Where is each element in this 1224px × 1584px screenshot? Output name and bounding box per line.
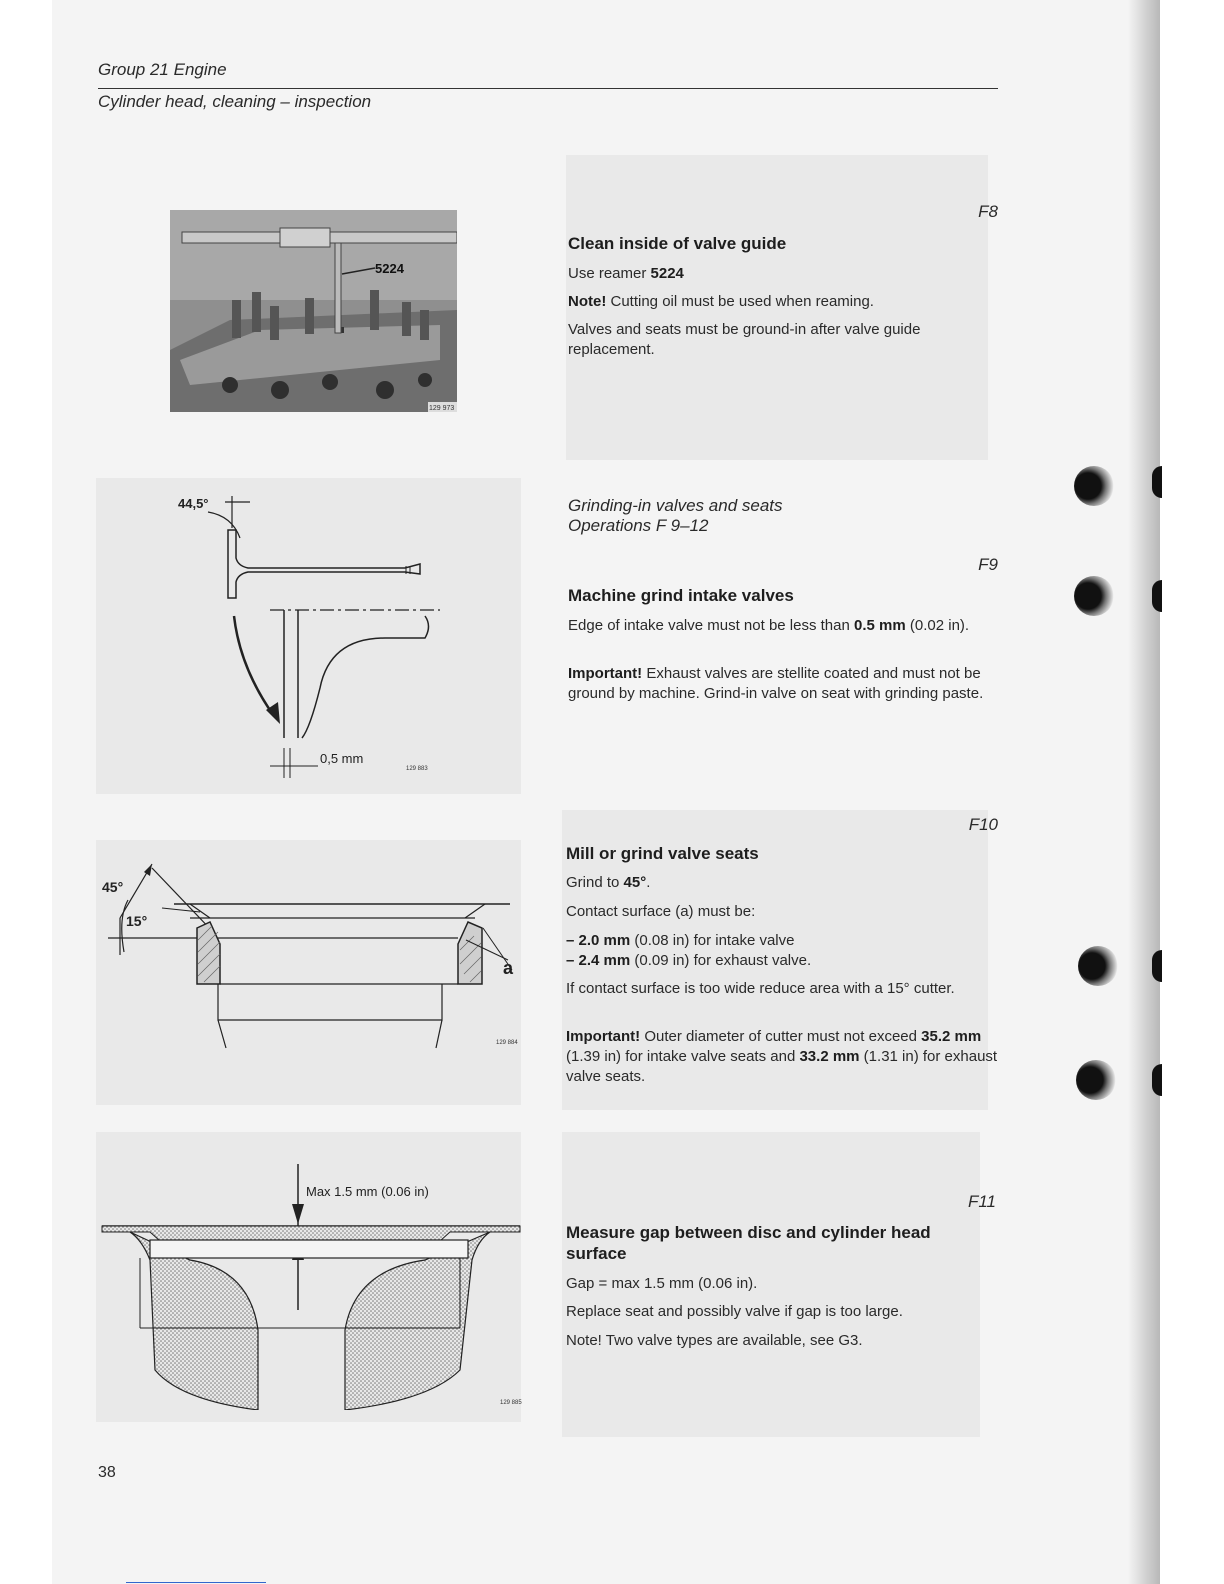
f10-intake-spec: – 2.0 mm (0.08 in) for intake valve [566, 932, 795, 949]
figure-ref: 129 973 [429, 405, 455, 412]
contact-surface-label: a [503, 958, 514, 978]
binder-ring [1152, 466, 1162, 498]
f11-note-line: Note! Two valve types are available, see G3. [566, 1332, 863, 1349]
page-number: 38 [98, 1464, 116, 1481]
f9-paragraph-1: Edge of intake valve must not be less than 0.5 mm (0.02 in). [568, 617, 970, 634]
max-gap-label: Max 1.5 mm (0.06 in) [306, 1184, 429, 1199]
gap-measurement-diagram [100, 1160, 530, 1410]
punch-hole [1074, 576, 1114, 616]
f8-note: Note! Cutting oil must be used when reaming. [568, 293, 874, 310]
section-header: Cylinder head, cleaning – inspection [98, 92, 372, 111]
figure-ref: 129 884 [496, 1040, 518, 1046]
f10-exhaust-spec: – 2.4 mm (0.09 in) for exhaust valve. [566, 952, 812, 969]
operation-tag-f11: F11 [967, 1192, 996, 1211]
f8-title: Clean inside of valve guide [568, 234, 787, 253]
valve-edge-diagram [170, 488, 450, 788]
f10-important: Important! Outer diameter of cutter must not exceed 35.2 mm (1.39 in) for intake valve seats and 33.2 mm (1.31 in) for exhaust valve seats. [566, 1028, 998, 1085]
figure-ref: 129 883 [406, 766, 428, 772]
tool-number-label: 5224 [375, 261, 404, 276]
punch-hole [1078, 946, 1118, 986]
f11-title: Measure gap between disc and cylinder head surface [566, 1223, 931, 1263]
f10-grind-line: Grind to 45°. [566, 874, 651, 891]
binder-ring [1152, 950, 1162, 982]
punch-hole [1074, 466, 1114, 506]
binder-ring [1152, 1064, 1162, 1096]
angle-45-label: 45° [102, 879, 124, 895]
group-header: Group 21 Engine [98, 60, 227, 79]
page-margin [1160, 0, 1224, 1584]
header-rule [98, 88, 998, 89]
f8-paragraph: Valves and seats must be ground-in after valve guide replacement. [568, 321, 921, 358]
punch-hole [1076, 1060, 1116, 1100]
bottom-link-underline [126, 1582, 266, 1583]
f11-gap-line: Gap = max 1.5 mm (0.06 in). [566, 1275, 758, 1292]
binder-ring [1152, 580, 1162, 612]
grinding-heading-line1: Grinding-in valves and seats [568, 496, 783, 515]
f10-title: Mill or grind valve seats [566, 844, 759, 863]
f10-contact-line: Contact surface (a) must be: [566, 903, 756, 920]
f9-important: Important! Exhaust valves are stellite coated and must not be ground by machine. Grind-in valve on seat with grinding paste. [568, 665, 984, 702]
valve-seat-angle-diagram [100, 860, 525, 1060]
edge-dimension-label: 0,5 mm [320, 751, 364, 766]
f11-replace-line: Replace seat and possibly valve if gap is too large. [566, 1303, 903, 1320]
angle-15-label: 15° [126, 913, 148, 929]
figure-ref: 129 885 [500, 1400, 522, 1406]
grinding-heading-line2: Operations F 9–12 [568, 516, 709, 535]
reamer-photo [170, 210, 457, 412]
f10-reduce-line: If contact surface is too wide reduce area with a 15° cutter. [566, 980, 955, 997]
operation-tag-f9: F9 [978, 555, 998, 574]
f8-reamer-line: Use reamer 5224 [568, 265, 684, 282]
operation-tag-f8: F8 [978, 202, 998, 221]
page-edge-shadow [1128, 0, 1160, 1584]
f9-title: Machine grind intake valves [568, 586, 794, 605]
operation-tag-f10: F10 [968, 815, 998, 834]
angle-label: 44,5° [178, 496, 209, 511]
